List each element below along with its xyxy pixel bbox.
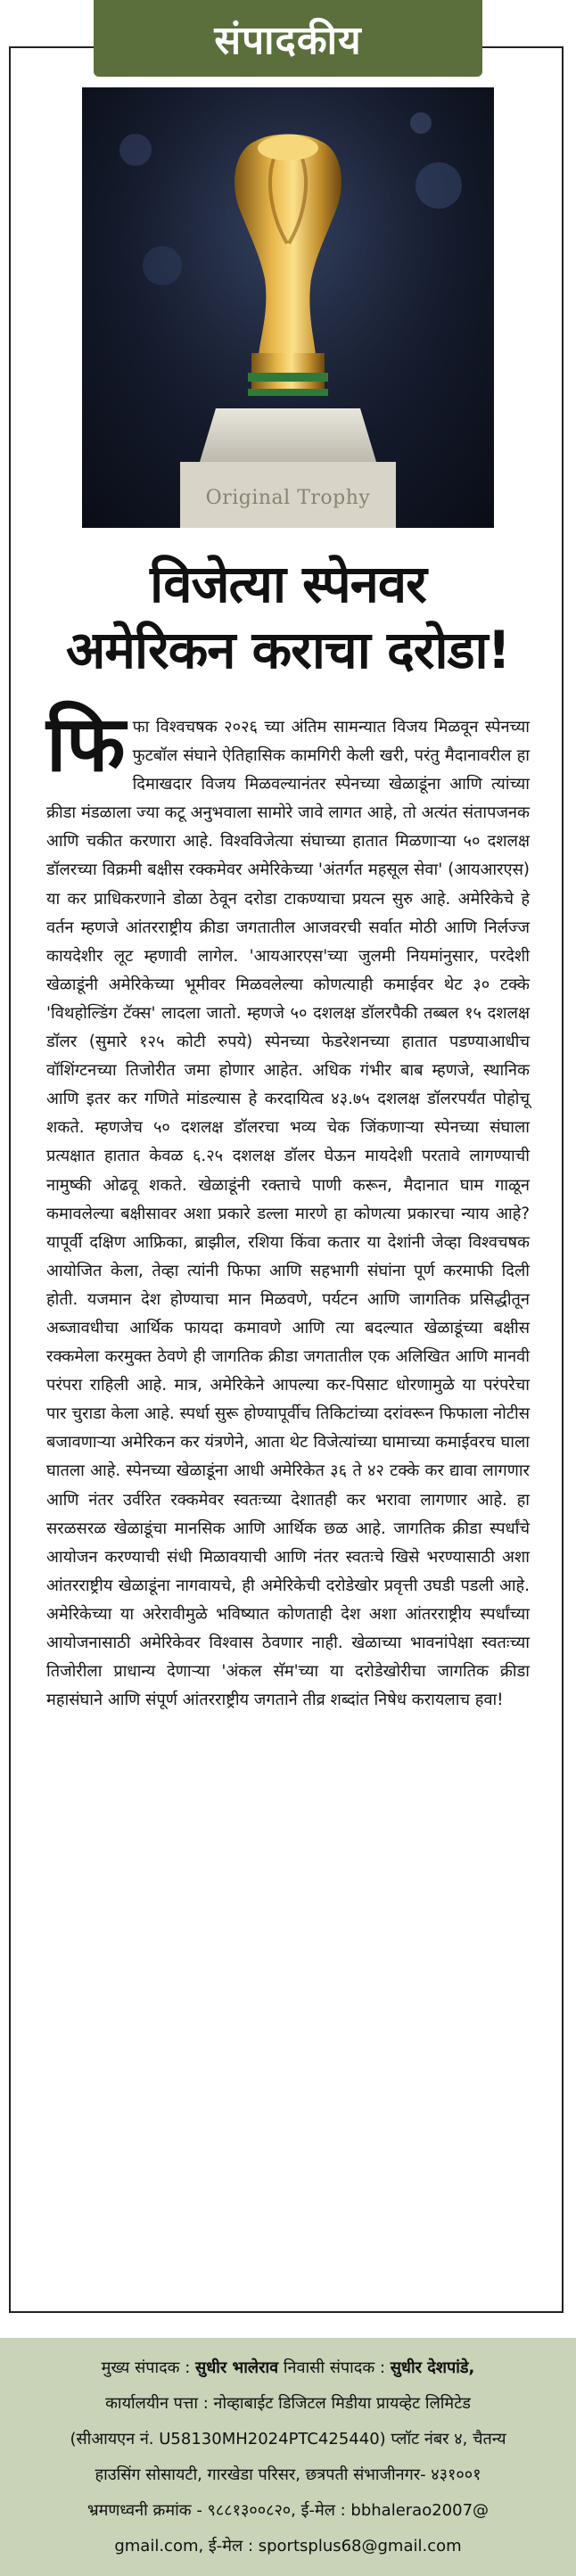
resident-editor-name: सुधीर देशपांडे, bbox=[390, 2358, 475, 2377]
office-address-line: कार्यालयीन पत्ता : नोव्हाबाईट डिजिटल मिडीया प्रायव्हेट लिमिटेड bbox=[105, 2394, 471, 2413]
headline-line-2: अमेरिकन कराचा दरोडा! bbox=[65, 620, 511, 680]
headline bbox=[18, 551, 558, 683]
masthead-text bbox=[11, 2350, 565, 2564]
trophy-photo bbox=[82, 87, 494, 528]
world-cup-trophy-image bbox=[82, 87, 494, 528]
email-line: gmail.com, ई-मेल : sportsplus68@gmail.com bbox=[114, 2537, 462, 2555]
drop-cap: फि bbox=[46, 700, 126, 789]
photo-caption: Original Trophy bbox=[205, 487, 371, 509]
phone-line: भ्रमणध्वनी क्रमांक - ९८८१३००८२०, ई-मेल : bbhalerao2007@ bbox=[86, 2501, 490, 2520]
chief-editor-name: सुधीर भालेराव bbox=[195, 2358, 279, 2377]
section-header bbox=[94, 0, 482, 77]
chief-editor-label: मुख्य संपादक : bbox=[101, 2358, 191, 2377]
resident-editor-label: निवासी संपादक : bbox=[283, 2358, 385, 2377]
cin-line: (सीआयएन नं. U58130MH2024PTC425440) प्लॉट नंबर ४, चैतन्य bbox=[70, 2430, 506, 2448]
article-body bbox=[46, 700, 530, 1715]
masthead-footer bbox=[0, 2338, 576, 2576]
section-title: संपादकीय bbox=[214, 18, 362, 63]
address-line: हाउसिंग सोसायटी, गारखेडा परिसर, छत्रपती संभाजीनगर- ४३१००१ bbox=[95, 2465, 481, 2484]
editors-line bbox=[11, 2350, 565, 2386]
article-text: फा विश्वचषक २०२६ च्या अंतिम सामन्यात विजय मिळवून स्पेनच्या फुटबॉल संघाने ऐतिहासिक कामगिरी केली खरी, परंतु मैदानावरील हा दिमाखदार विजय मिळवल्यानंतर स्पेनच्या खेळाडूंना आणि त्यांच्या क्रीडा मंडळाला ज्या कटू अनुभवाला सामोरे जावे लागत आहे, तो अत्यंत संतापजनक आणि चकीत करणारा आहे. विश्वविजेत्या संघाच्या हातात मिळणाऱ्या ५० दशलक्ष डॉलरच्या विक्रमी बक्षीस रक्कमेवर अमेरिकेच्या 'अंतर्गत महसूल सेवा' (आयआरएस) या कर प्राधिकरणाने डोळा ठेवून दरोडा टाकण्याचा प्रयत्न सुरु आहे. अमेरिकेचे हे वर्तन म्हणजे आंतरराष्ट्रीय क्रीडा जगतातील आजवरची सर्वात मोठी आणि निर्लज्ज कायदेशीर लूट म्हणावी लागेल. 'आयआरएस'च्या जुलमी नियमांनुसार, परदेशी खेळाडूंनी अमेरिकेच्या भूमीवर मिळवलेल्या कोणत्याही कमाईवर थेट ३० टक्के 'विथहोल्डिंग टॅक्स' लादला जातो. म्हणजे ५० दशलक्ष डॉलरपैकी तब्बल १५ दशलक्ष डॉलर (सुमारे १२५ कोटी रुपये) स्पेनच्या फेडरेशनच्या हातात पडण्याआधीच वॉशिंग्टनच्या तिजोरीत जमा होणार आहेत. अधिक गंभीर बाब म्हणजे, स्थानिक आणि इतर कर गणिते मांडल्यास हे करदायित्व ४३.७५ दशलक्ष डॉलरपर्यंत पोहोचू शकते. म्हणजेच ५० दशलक्ष डॉलरचा भव्य चेक जिंकणाऱ्या स्पेनच्या संघाला प्रत्यक्षात हातात केवळ ६.२५ दशलक्ष डॉलर घेऊन मायदेशी परतावे लागण्याची नामुष्की ओढवू शकते. खेळाडूंनी रक्ताचे पाणी करून, मैदानात घाम गाळून कमावलेल्या बक्षीसावर अशा प्रकारे डल्ला मारणे हा कोणत्या प्रकारचा न्याय आहे? यापूर्वी दक्षिण आफ्रिका, ब्राझील, रशिया किंवा कतार या देशांनी जेव्हा विश्वचषक आयोजित केला, तेव्हा त्यांनी फिफा आणि सहभागी संघांना पूर्ण करमाफी दिली होती. यजमान देश होण्याचा मान मिळवणे, पर्यटन आणि जागतिक प्रसिद्धीतून अब्जावधीचा आर्थिक फायदा कमावणे आणि त्या बदल्यात खेळाडूंच्या बक्षीस रक्कमेला करमुक्त ठेवणे ही जागतिक क्रीडा जगतातील एक अलिखित आणि मानवी परंपरा राहिली आहे. मात्र, अमेरिकेने आपल्या कर-पिसाट धोरणामुळे या परंपरेचा पार चुराडा केला आहे. स्पर्धा सुरू होण्यापूर्वीच तिकिटांच्या दरांवरून फिफाला नोटीस बजावणाऱ्या अमेरिकन कर यंत्रणेने, आता थेट विजेत्यांच्या घामाच्या कमाईवरच घाला घातला आहे. स्पेनच्या खेळाडूंना आधी अमेरिकेत ३६ ते ४२ टक्के कर द्यावा लागणार आणि नंतर उर्वरित रक्कमेवर स्वतःच्या देशातही कर भरावा लागणार आहे. हा सरळसरळ खेळाडूंचा मानसिक आणि आर्थिक छळ आहे. जागतिक क्रीडा स्पर्धांचे आयोजन करण्याची संधी मिळावयाची आणि नंतर स्वतःचे खिसे भरण्यासाठी अशा आंतरराष्ट्रीय खेळाडूंना नागवायचे, ही अमेरिकेची दरोडेखोर प्रवृत्ती उघडी पडली आहे. अमेरिकेच्या या अरेरावीमुळे भविष्यात कोणताही देश अशा आंतरराष्ट्रीय स्पर्धांच्या आयोजनासाठी अमेरिकेवर विश्वास ठेवणार नाही. खेळाच्या भावनांपेक्षा स्वतःच्या तिजोरीला प्राधान्य देणाऱ्या 'अंकल सॅम'च्या या दरोडेखोरीचा जागतिक क्रीडा महासंघाने आणि संपूर्ण आंतरराष्ट्रीय जगताने तीव्र शब्दांत निषेध करायलाच हवा! bbox=[46, 718, 530, 1710]
headline-line-1: विजेत्या स्पेनवर bbox=[150, 554, 426, 614]
